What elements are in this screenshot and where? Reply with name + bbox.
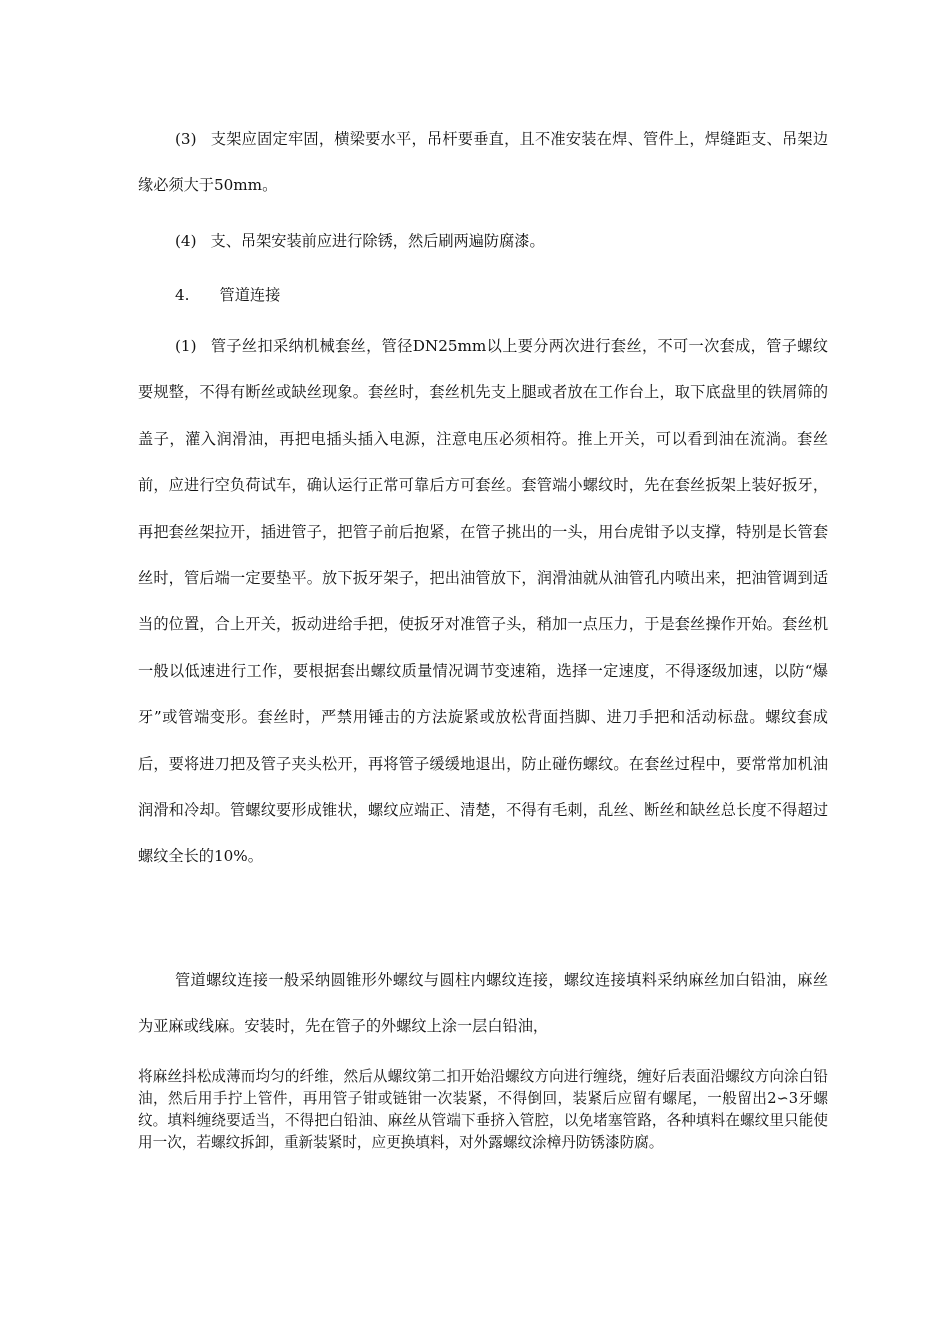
subitem-1-paragraph xyxy=(138,323,828,880)
item-4-label: (4) xyxy=(175,232,197,250)
item-3-text: 支架应固定牢固，横梁要水平，吊杆要垂直，且不准安装在焊、管件上，焊缝距支、吊架边缘必须大于50mm。 xyxy=(138,130,828,195)
section-heading xyxy=(175,272,475,318)
item-4-text: 支、吊架安装前应进行除锈，然后刷两遍防腐漆。 xyxy=(210,232,545,250)
section-title: 管道连接 xyxy=(219,286,281,304)
item-4-paragraph xyxy=(138,218,828,264)
subitem-1-label: (1) xyxy=(175,337,197,355)
subitem-1-text: 管子丝扣采纳机械套丝，管径DN25mm以上要分两次进行套丝，不可一次套成，管子螺纹要规整，不得有断丝或缺丝现象。套丝时，套丝机先支上腿或者放在工作台上，取下底盘里的铁屑筛的盖子，灌入润滑油，再把电插头插入电源，注意电压必须相符。推上开关，可以看到油在流淌。套丝前，应进行空负荷试车，确认运行正常可靠后方可套丝。套管端小螺纹时，先在套丝扳架上装好扳牙，再把套丝架拉开，插进管子，把管子前后抱紧，在管子挑出的一头，用台虎钳予以支撑，特别是长管套丝时，管后端一定要垫平。放下扳牙架子，把出油管放下，润滑油就从油管孔内喷出来，把油管调到适当的位置，合上开关，扳动进给手把，使扳牙对准管子头，稍加一点压力，于是套丝操作开始。套丝机一般以低速进行工作，要根据套出螺纹质量情况调节变速箱，选择一定速度，不得逐级加速，以防“爆牙”或管端变形。套丝时，严禁用锤击的方法旋紧或放松背面挡脚、进刀手把和活动标盘。螺纹套成后，要将进刀把及管子夹头松开，再将管子缓缓地退出，防止碰伤螺纹。在套丝过程中，要常常加机油润滑和冷却。管螺纹要形成锥状，螺纹应端正、清楚，不得有毛刺，乱丝、断丝和缺丝总长度不得超过螺纹全长的10%。 xyxy=(138,337,828,866)
thread-connection-paragraph: 管道螺纹连接一般采纳圆锥形外螺纹与圆柱内螺纹连接，螺纹连接填料采纳麻丝加白铅油，麻丝为亚麻或线麻。安装时，先在管子的外螺纹上涂一层白铅油， xyxy=(138,971,828,1036)
item-3-label: (3) xyxy=(175,130,197,148)
item-3-paragraph xyxy=(138,116,828,209)
section-number: 4. xyxy=(175,286,190,304)
packing-paragraph: 将麻丝抖松成薄而均匀的纤维，然后从螺纹第二扣开始沿螺纹方向进行缠绕，缠好后表面沿螺纹方向涂白铅油，然后用手拧上管件，再用管子钳或链钳一次装紧，不得倒回，装紧后应留有螺尾，一般留出2∽3牙螺纹。填料缠绕要适当，不得把白铅油、麻丝从管端下垂挤入管腔，以免堵塞管路，各种填料在螺纹里只能使用一次，若螺纹拆卸，重新装紧时，应更换填料，对外露螺纹涂樟丹防锈漆防腐。 xyxy=(138,1068,828,1151)
